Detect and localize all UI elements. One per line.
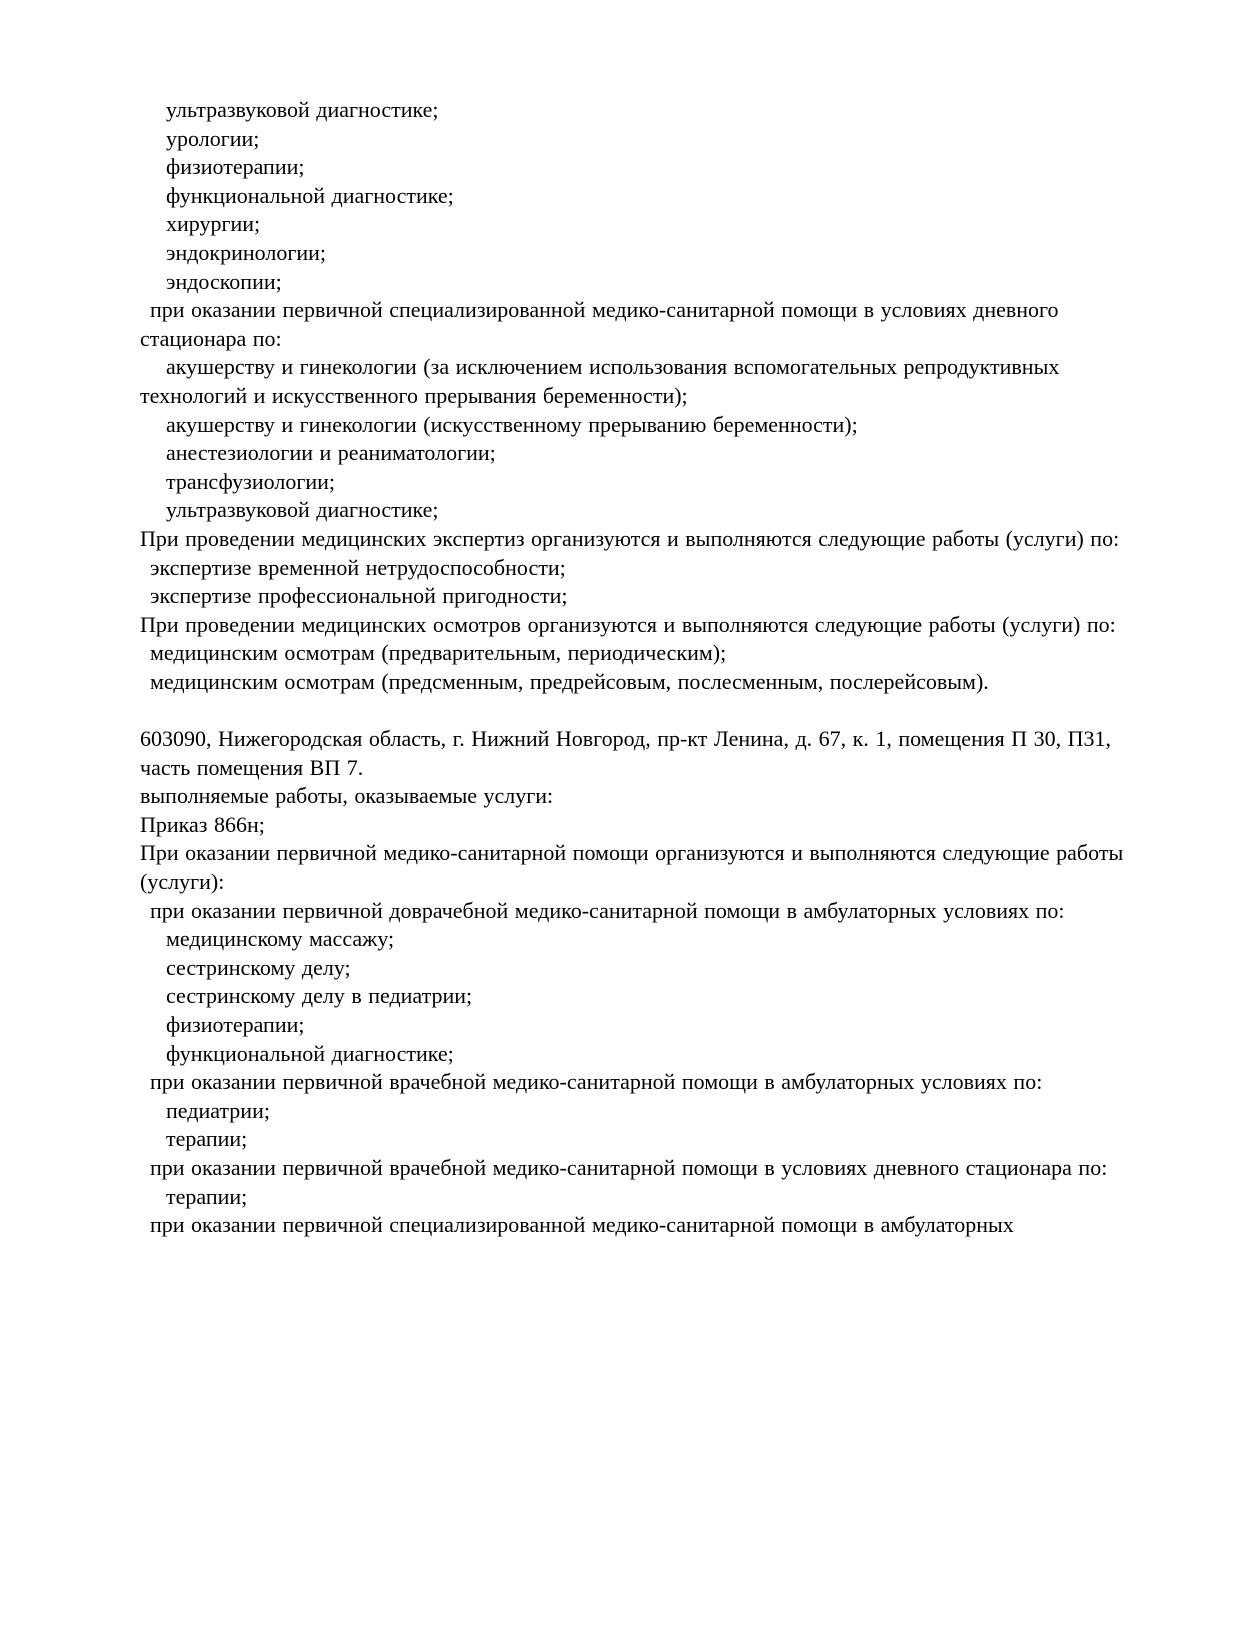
text-paragraph: функциональной диагностике; xyxy=(166,1040,454,1066)
text-paragraph: акушерству и гинекологии (искусственному прерыванию беременности); xyxy=(166,411,858,437)
text-paragraph: физиотерапии; xyxy=(166,154,305,180)
text-paragraph: анестезиологии и реаниматологии; xyxy=(166,440,496,466)
text-paragraph: терапии; xyxy=(166,1126,248,1152)
text-paragraph: терапии; xyxy=(166,1183,248,1209)
text-paragraph: медицинским осмотрам (предварительным, периодическим); xyxy=(150,640,727,666)
document-text xyxy=(140,96,1125,1240)
text-paragraph: при оказании первичной врачебной медико-санитарной помощи в условиях дневного стационара по: xyxy=(150,1154,1108,1180)
text-paragraph: медицинским осмотрам (предсменным, предрейсовым, послесменным, послерейсовым). xyxy=(150,668,989,694)
text-paragraph: физиотерапии; xyxy=(166,1012,305,1037)
blank-line xyxy=(140,696,1125,725)
text-paragraph: Приказ 866н; xyxy=(140,811,265,837)
text-paragraph: При проведении медицинских экспертиз организуются и выполняются следующие работы (услуги) по: xyxy=(140,525,1120,551)
text-paragraph: эндокринологии; xyxy=(166,239,327,265)
text-paragraph: трансфузиологии; xyxy=(166,468,335,494)
text-paragraph: при оказании первичной врачебной медико-санитарной помощи в амбулаторных условиях по: xyxy=(150,1069,1043,1095)
text-paragraph: выполняемые работы, оказываемые услуги: xyxy=(140,783,554,809)
text-paragraph: экспертизе временной нетрудоспособности; xyxy=(150,554,566,580)
text-paragraph: При оказании первичной медико-санитарной помощи организуются и выполняются следующие работы (услуги): xyxy=(140,840,1124,895)
text-paragraph: сестринскому делу; xyxy=(166,954,351,980)
text-paragraph: медицинскому массажу; xyxy=(166,926,395,952)
text-paragraph: ультразвуковой диагностике; xyxy=(166,97,439,122)
text-paragraph: При проведении медицинских осмотров организуются и выполняются следующие работы (услуги) по: xyxy=(140,611,1116,637)
text-paragraph: акушерству и гинекологии (за исключением использования вспомогательных репродуктивных технологий и искусственного прерывания беременности); xyxy=(140,354,1060,408)
text-paragraph: ультразвуковой диагностике; xyxy=(166,497,439,523)
text-paragraph: урологии; xyxy=(166,125,260,151)
text-paragraph: при оказании первичной специализированной медико-санитарной помощи в амбулаторных xyxy=(150,1212,1014,1238)
text-paragraph: 603090, Нижегородская область, г. Нижний Новгород, пр-кт Ленина, д. 67, к. 1, помещения П 30, П31, часть помещения ВП 7. xyxy=(140,726,1112,780)
text-paragraph: функциональной диагностике; xyxy=(166,182,454,208)
text-paragraph: при оказании первичной доврачебной медико-санитарной помощи в амбулаторных условиях по: xyxy=(150,897,1065,923)
text-paragraph: экспертизе профессиональной пригодности; xyxy=(150,583,568,609)
text-paragraph: сестринскому делу в педиатрии; xyxy=(166,983,473,1009)
text-paragraph: педиатрии; xyxy=(166,1097,270,1123)
text-paragraph: эндоскопии; xyxy=(166,268,282,294)
text-paragraph: хирургии; xyxy=(166,211,261,237)
text-paragraph: при оказании первичной специализированной медико-санитарной помощи в условиях дневного стационара по: xyxy=(140,297,1059,351)
